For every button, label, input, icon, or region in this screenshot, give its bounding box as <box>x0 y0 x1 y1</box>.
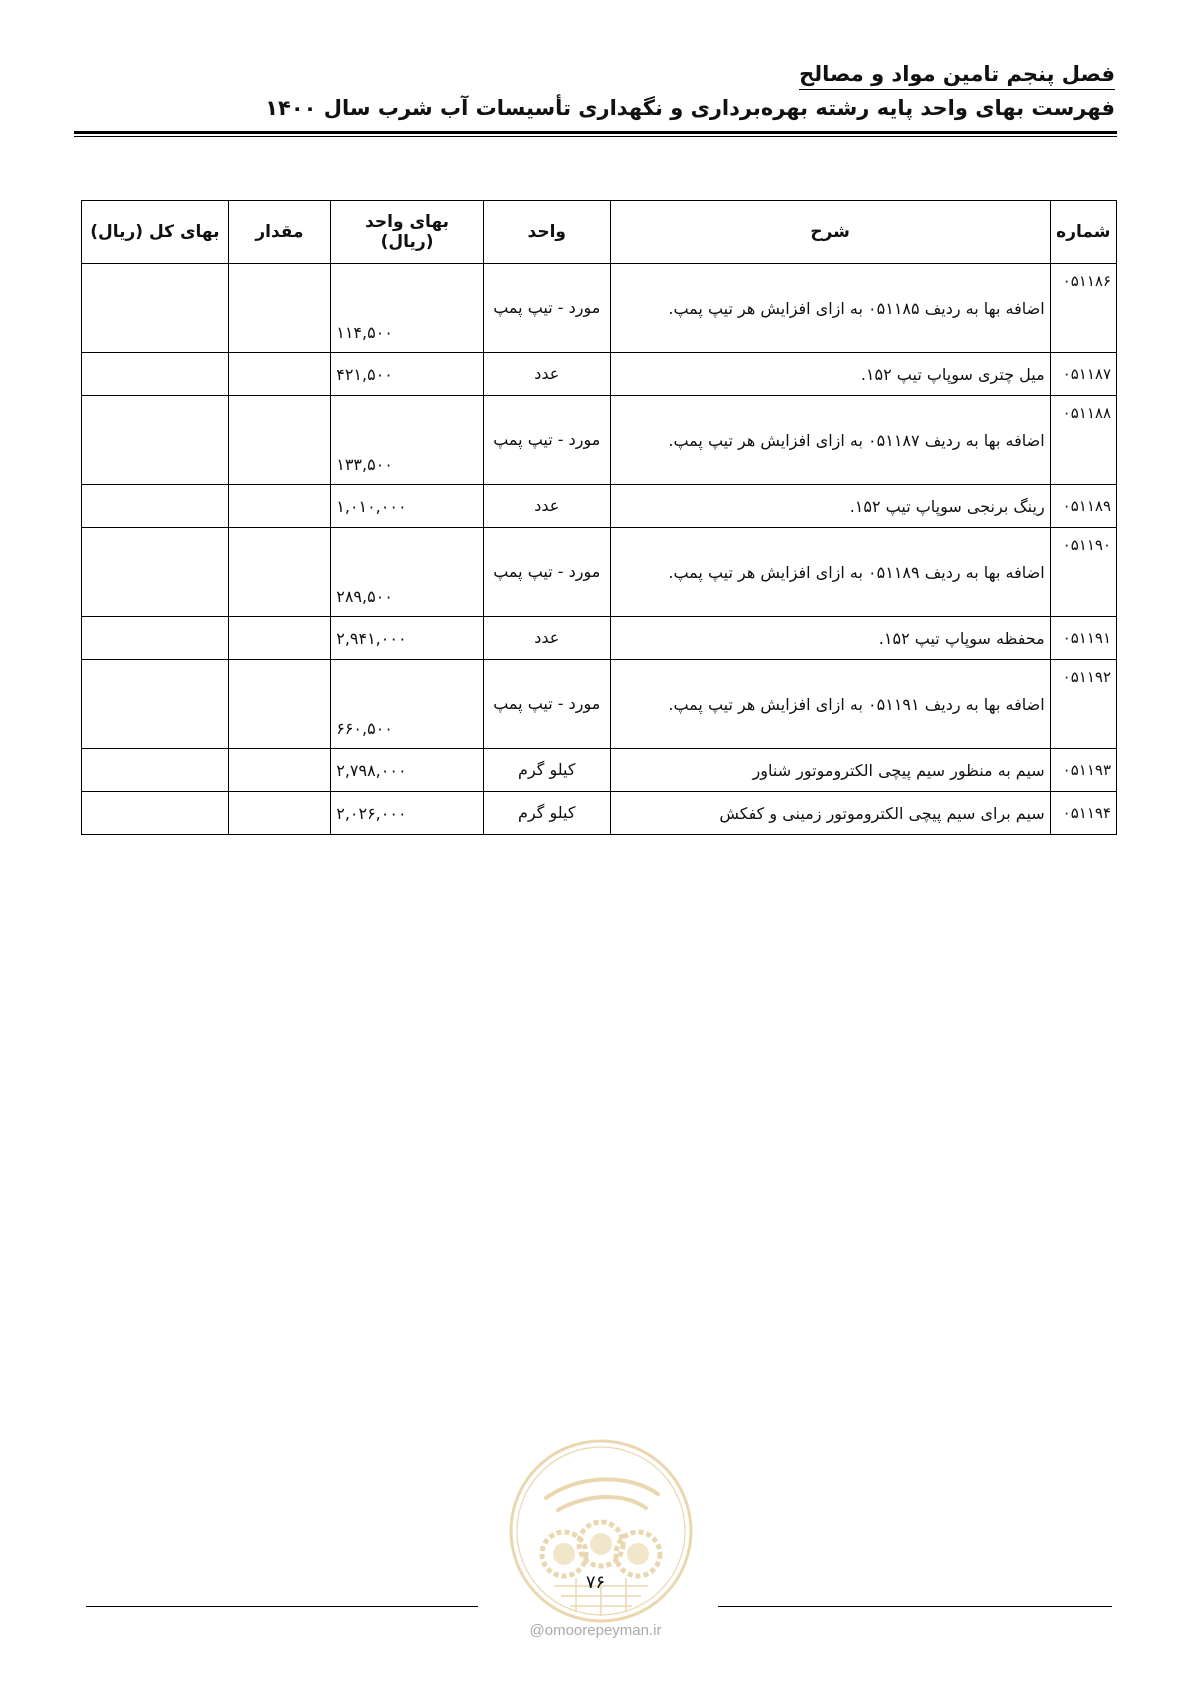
chapter-title: فصل پنجم تامین مواد و مصالح <box>799 60 1115 90</box>
item-unit: عدد <box>483 485 610 528</box>
item-unit-price: ۲,۰۲۶,۰۰۰ <box>331 792 484 835</box>
item-quantity <box>228 485 330 528</box>
item-description: اضافه بها به ردیف ۰۵۱۱۹۱ به ازای افزایش هر تیپ پمپ. <box>610 660 1050 749</box>
column-header-total-price: بهای کل (ریال) <box>82 201 229 264</box>
item-total-price <box>82 792 229 835</box>
item-quantity <box>228 528 330 617</box>
item-description: اضافه بها به ردیف ۰۵۱۱۸۵ به ازای افزایش هر تیپ پمپ. <box>610 264 1050 353</box>
table-row <box>82 749 1117 792</box>
table-row <box>82 353 1117 396</box>
column-header-unit-price: بهای واحد (ریال) <box>331 201 484 264</box>
item-description: اضافه بها به ردیف ۰۵۱۱۸۷ به ازای افزایش هر تیپ پمپ. <box>610 396 1050 485</box>
item-unit-price: ۴۲۱,۵۰۰ <box>331 353 484 396</box>
item-total-price <box>82 264 229 353</box>
table-row <box>82 485 1117 528</box>
table-row <box>82 617 1117 660</box>
item-unit: مورد - تیپ پمپ <box>483 396 610 485</box>
table-row <box>82 660 1117 749</box>
table-row <box>82 528 1117 617</box>
item-quantity <box>228 353 330 396</box>
item-description: رینگ برنجی سوپاپ تیپ ۱۵۲. <box>610 485 1050 528</box>
item-unit-price: ۲۸۹,۵۰۰ <box>331 528 484 617</box>
item-unit-price: ۱۳۳,۵۰۰ <box>331 396 484 485</box>
item-total-price <box>82 749 229 792</box>
item-code: ۰۵۱۱۹۲ <box>1050 660 1116 749</box>
item-code: ۰۵۱۱۹۳ <box>1050 749 1116 792</box>
item-unit: مورد - تیپ پمپ <box>483 528 610 617</box>
watermark-logo <box>506 1436 696 1626</box>
item-quantity <box>228 660 330 749</box>
item-total-price <box>82 660 229 749</box>
item-total-price <box>82 528 229 617</box>
item-unit-price: ۲,۷۹۸,۰۰۰ <box>331 749 484 792</box>
item-code: ۰۵۱۱۹۰ <box>1050 528 1116 617</box>
website-watermark: @omoorepeyman.ir <box>529 1622 662 1639</box>
item-unit: عدد <box>483 617 610 660</box>
page-header <box>265 60 1115 123</box>
item-description: سیم برای سیم پیچی الکتروموتور زمینی و کفکش <box>610 792 1050 835</box>
item-unit: کیلو گرم <box>483 749 610 792</box>
item-unit-price: ۲,۹۴۱,۰۰۰ <box>331 617 484 660</box>
item-total-price <box>82 617 229 660</box>
page-number: ۷۶ <box>585 1572 606 1593</box>
item-total-price <box>82 485 229 528</box>
item-unit: مورد - تیپ پمپ <box>483 264 610 353</box>
column-header-description: شرح <box>610 201 1050 264</box>
item-code: ۰۵۱۱۹۱ <box>1050 617 1116 660</box>
table-row <box>82 264 1117 353</box>
item-code: ۰۵۱۱۸۸ <box>1050 396 1116 485</box>
item-unit: مورد - تیپ پمپ <box>483 660 610 749</box>
table-row <box>82 792 1117 835</box>
item-code: ۰۵۱۱۸۹ <box>1050 485 1116 528</box>
item-quantity <box>228 396 330 485</box>
header-rule-thin <box>74 136 1117 137</box>
item-unit-price: ۱,۰۱۰,۰۰۰ <box>331 485 484 528</box>
item-quantity <box>228 749 330 792</box>
item-total-price <box>82 396 229 485</box>
table-row <box>82 396 1117 485</box>
column-header-unit: واحد <box>483 201 610 264</box>
item-unit: عدد <box>483 353 610 396</box>
item-code: ۰۵۱۱۹۴ <box>1050 792 1116 835</box>
item-unit-price: ۶۶۰,۵۰۰ <box>331 660 484 749</box>
item-description: اضافه بها به ردیف ۰۵۱۱۸۹ به ازای افزایش هر تیپ پمپ. <box>610 528 1050 617</box>
item-description: میل چتری سوپاپ تیپ ۱۵۲. <box>610 353 1050 396</box>
table-header-row <box>82 201 1117 264</box>
header-rule-thick <box>74 131 1117 134</box>
item-code: ۰۵۱۱۸۶ <box>1050 264 1116 353</box>
item-quantity <box>228 617 330 660</box>
footer-rule-left <box>86 1606 478 1607</box>
item-description: سیم به منظور سیم پیچی الکتروموتور شناور <box>610 749 1050 792</box>
column-header-code: شماره <box>1050 201 1116 264</box>
item-unit-price: ۱۱۴,۵۰۰ <box>331 264 484 353</box>
item-description: محفظه سوپاپ تیپ ۱۵۲. <box>610 617 1050 660</box>
item-quantity <box>228 264 330 353</box>
footer-rule-right <box>718 1606 1112 1607</box>
item-quantity <box>228 792 330 835</box>
item-code: ۰۵۱۱۸۷ <box>1050 353 1116 396</box>
document-subtitle: فهرست بهای واحد پایه رشته بهره‌برداری و نگهداری تأسیسات آب شرب سال ۱۴۰۰ <box>265 96 1115 120</box>
item-total-price <box>82 353 229 396</box>
price-table <box>81 200 1117 835</box>
column-header-quantity: مقدار <box>228 201 330 264</box>
item-unit: کیلو گرم <box>483 792 610 835</box>
